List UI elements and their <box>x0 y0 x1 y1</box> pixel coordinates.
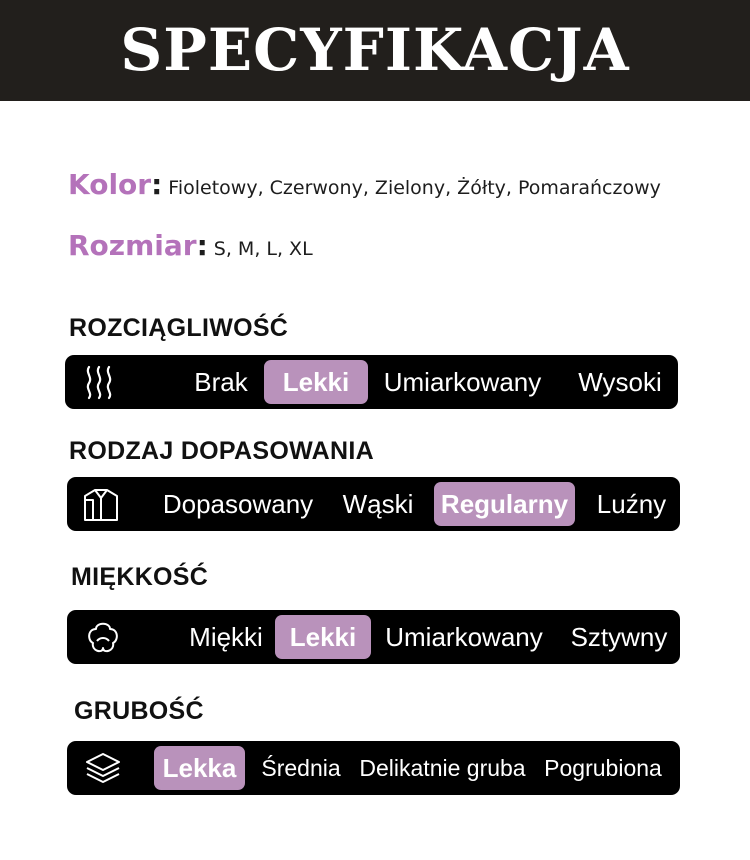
page-title: SPECYFIKACJA <box>120 16 630 84</box>
cotton-cloud-icon <box>85 619 121 655</box>
softness-option-miekki[interactable]: Miękki <box>189 622 263 652</box>
layers-icon <box>85 750 121 786</box>
color-value: Fioletowy, Czerwony, Zielony, Żółty, Pomarańczowy <box>168 177 661 199</box>
stretch-option-lekki[interactable]: Lekki <box>264 360 368 404</box>
stretch-option-umiarkowany[interactable]: Umiarkowany <box>383 367 542 397</box>
stretch-scale <box>65 355 678 409</box>
color-spec <box>68 168 661 201</box>
thickness-option-delikatnie-gruba[interactable]: Delikatnie gruba <box>359 755 526 781</box>
stretch-waves-icon <box>81 364 117 400</box>
stretch-title: ROZCIĄGLIWOŚĆ <box>69 314 289 342</box>
stretch-option-wysoki[interactable]: Wysoki <box>578 367 662 397</box>
softness-option-sztywny[interactable]: Sztywny <box>570 622 668 652</box>
fit-option-luzny[interactable]: Luźny <box>596 489 667 519</box>
softness-title: MIĘKKOŚĆ <box>71 563 209 591</box>
softness-scale <box>67 610 680 664</box>
fit-scale <box>67 477 680 531</box>
shirt-icon <box>83 486 119 522</box>
color-label: Kolor <box>68 168 152 201</box>
color-colon: : <box>151 168 163 201</box>
fit-title: RODZAJ DOPASOWANIA <box>69 437 374 465</box>
softness-option-umiarkowany[interactable]: Umiarkowany <box>385 622 543 652</box>
fit-option-waski[interactable]: Wąski <box>342 489 414 519</box>
softness-option-lekki[interactable]: Lekki <box>275 615 371 659</box>
size-value: S, M, L, XL <box>213 238 313 260</box>
fit-option-regularny[interactable]: Regularny <box>434 482 575 526</box>
size-spec <box>68 229 313 262</box>
thickness-option-srednia[interactable]: Średnia <box>261 755 341 781</box>
size-colon: : <box>196 229 208 262</box>
thickness-title: GRUBOŚĆ <box>74 697 204 725</box>
fit-option-dopasowany[interactable]: Dopasowany <box>162 489 314 519</box>
stretch-option-brak[interactable]: Brak <box>194 367 248 397</box>
size-label: Rozmiar <box>68 229 197 262</box>
thickness-scale <box>67 741 680 795</box>
thickness-option-pogrubiona[interactable]: Pogrubiona <box>544 755 662 781</box>
thickness-option-lekka[interactable]: Lekka <box>154 746 245 790</box>
header-banner <box>0 0 750 101</box>
